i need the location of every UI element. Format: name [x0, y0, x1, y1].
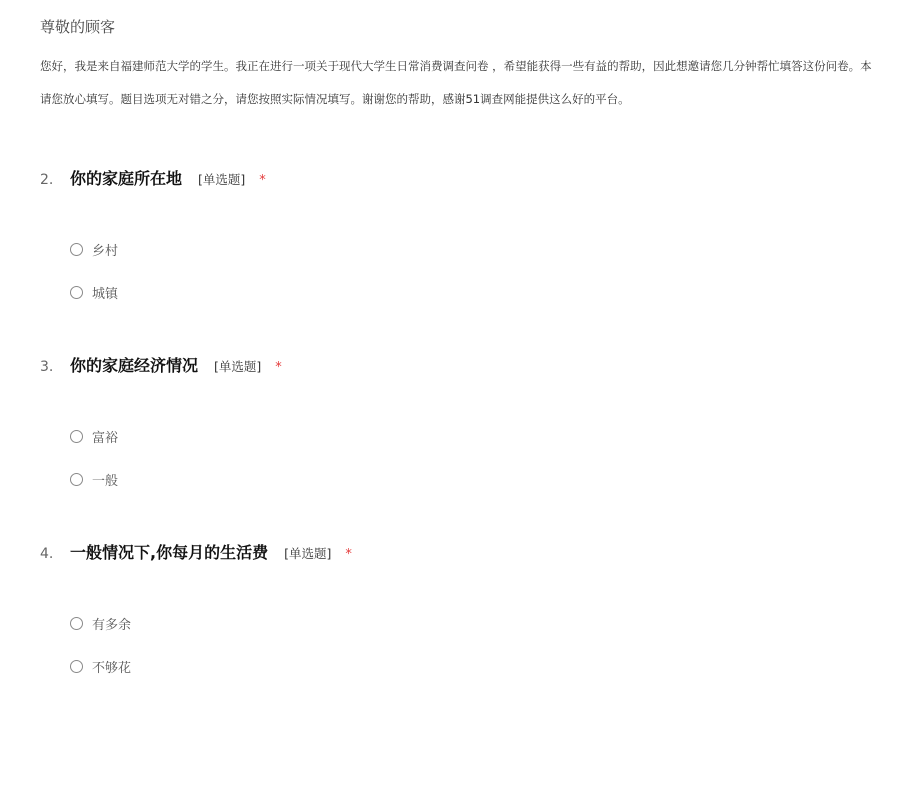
intro-text-line-2: 请您放心填写。题目选项无对错之分，请您按照实际情况填写。谢谢您的帮助，感谢51调查网能提供这么好的平台。	[40, 92, 630, 106]
question-4-header	[40, 540, 352, 570]
option-label[interactable]: 一般	[92, 473, 119, 489]
radio-button[interactable]	[70, 286, 83, 299]
question-type-label: [单选题]	[284, 546, 332, 561]
option-surplus[interactable]	[70, 613, 131, 633]
question-type-label: [单选题]	[198, 172, 246, 187]
question-title: 一般情况下,你每月的生活费	[70, 543, 269, 562]
radio-button[interactable]	[70, 430, 83, 443]
option-label[interactable]: 乡村	[92, 243, 119, 259]
question-title: 你的家庭经济情况	[70, 356, 199, 375]
required-mark: *	[275, 360, 282, 375]
question-3-header	[40, 353, 282, 383]
option-rural[interactable]	[70, 239, 118, 259]
question-2-header	[40, 166, 266, 196]
option-label[interactable]: 有多余	[92, 617, 132, 633]
option-average[interactable]	[70, 469, 118, 489]
option-label[interactable]: 不够花	[92, 660, 132, 676]
option-wealthy[interactable]	[70, 426, 118, 446]
required-mark: *	[345, 547, 352, 562]
salutation: 尊敬的顾客	[40, 18, 116, 36]
radio-button[interactable]	[70, 243, 83, 256]
question-type-label: [单选题]	[214, 359, 262, 374]
intro-text-line-1: 您好，我是来自福建师范大学的学生。我正在进行一项关于现代大学生日常消费调查问卷 ，希望能获得一些有益的帮助，因此想邀请您几分钟帮忙填答这份问卷。本	[40, 59, 872, 73]
question-number: 2.	[40, 172, 54, 188]
question-title: 你的家庭所在地	[70, 169, 183, 188]
question-number: 3.	[40, 359, 54, 375]
radio-button[interactable]	[70, 660, 83, 673]
option-label[interactable]: 城镇	[92, 286, 119, 302]
option-town[interactable]	[70, 282, 118, 302]
radio-button[interactable]	[70, 473, 83, 486]
required-mark: *	[259, 173, 266, 188]
option-not-enough[interactable]	[70, 656, 131, 676]
question-number: 4.	[40, 546, 54, 562]
option-label[interactable]: 富裕	[92, 430, 119, 446]
radio-button[interactable]	[70, 617, 83, 630]
